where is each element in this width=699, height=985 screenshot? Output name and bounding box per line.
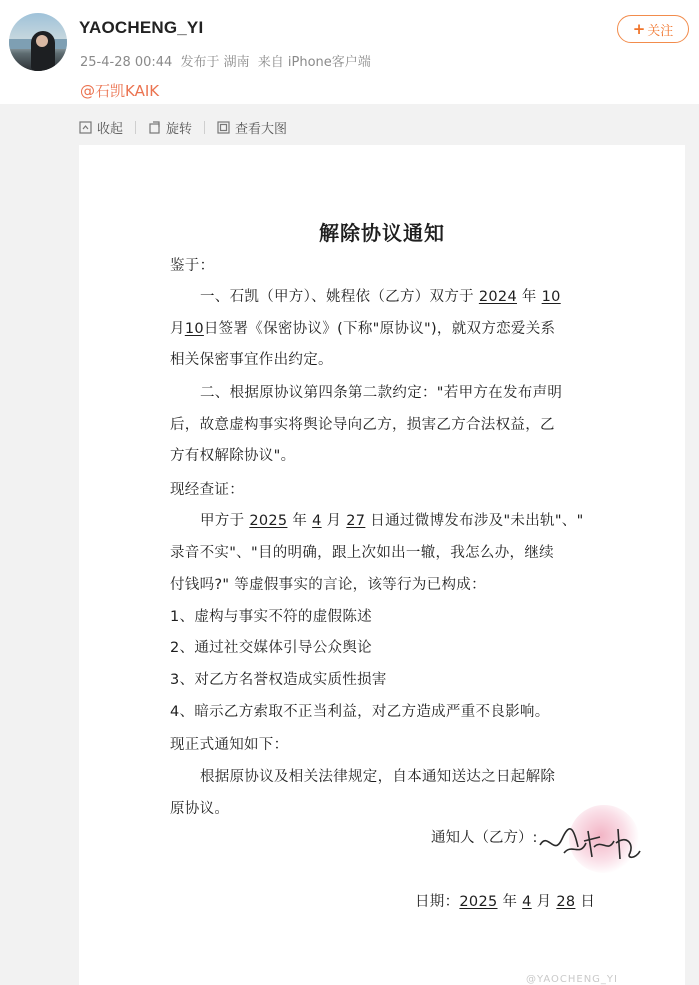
paragraph-2-line-1: 二、根据原协议第四条第二款约定："若甲方在发布声明 xyxy=(200,385,563,401)
view-large-icon xyxy=(217,121,230,134)
list-item-4: 4、暗示乙方索取不正当利益，对乙方造成严重不良影响。 xyxy=(170,704,550,720)
paragraph-3-line-2: 录音不实"、"目的明确，跟上次如出一辙，我怎么办，继续 xyxy=(170,545,554,561)
paragraph-4-line-2: 原协议。 xyxy=(170,801,230,817)
paragraph-2-line-3: 方有权解除协议"。 xyxy=(170,448,296,464)
collapse-label: 收起 xyxy=(97,121,124,137)
paragraph-3-line-1: 甲方于 2025 年 4 月 27 日通过微博发布涉及"未出轨"、" xyxy=(200,513,584,529)
document-date: 日期：2025 年 4 月 28 日 xyxy=(415,894,596,910)
paragraph-3-line-3: 付钱吗?" 等虚假事实的言论，该等行为已构成： xyxy=(170,577,486,593)
salutation: 鉴于： xyxy=(170,258,215,274)
follow-label: 关注 xyxy=(647,23,674,39)
view-large-label: 查看大图 xyxy=(235,121,288,137)
paragraph-1-line-2: 月10日签署《保密协议》(下称"原协议")，就双方恋爱关系 xyxy=(170,321,556,337)
collapse-icon xyxy=(79,121,92,134)
list-item-2: 2、通过社交媒体引导公众舆论 xyxy=(170,640,372,656)
plus-icon: + xyxy=(632,20,646,38)
handwritten-signature xyxy=(534,813,644,873)
username[interactable]: YAOCHENG_YI xyxy=(79,18,204,37)
rotate-label: 旋转 xyxy=(166,121,193,137)
rotate-button[interactable] xyxy=(148,118,192,137)
paragraph-1-line-1: 一、石凯（甲方）、姚程依（乙方）双方于 2024 年 10 xyxy=(200,289,561,305)
follow-button[interactable] xyxy=(617,15,689,43)
mention-link[interactable]: @石凯KAIK xyxy=(80,82,160,100)
paragraph-1-line-3: 相关保密事宜作出约定。 xyxy=(170,352,333,368)
toolbar-divider xyxy=(204,121,205,134)
document-image[interactable] xyxy=(79,145,685,985)
post-source: 来自 iPhone客户端 xyxy=(257,55,371,70)
notice-heading: 现正式通知如下： xyxy=(170,737,289,753)
avatar[interactable] xyxy=(9,13,67,71)
post-header xyxy=(0,0,699,104)
paragraph-2-line-2: 后，故意虚构事实将舆论导向乙方，损害乙方合法权益，乙 xyxy=(170,417,555,433)
post-date[interactable]: 25-4-28 00:44 xyxy=(80,55,173,70)
post-location: 发布于 湖南 xyxy=(180,55,250,70)
paragraph-4-line-1: 根据原协议及相关法律规定，自本通知送达之日起解除 xyxy=(200,769,556,785)
view-large-button[interactable] xyxy=(217,118,287,137)
list-item-1: 1、虚构与事实不符的虚假陈述 xyxy=(170,609,372,625)
collapse-button[interactable] xyxy=(79,118,123,137)
document-title: 解除协议通知 xyxy=(319,221,445,245)
rotate-icon xyxy=(148,121,161,134)
signer-label: 通知人（乙方）: xyxy=(431,830,538,846)
verified-heading: 现经查证： xyxy=(170,482,244,498)
list-item-3: 3、对乙方名誉权造成实质性损害 xyxy=(170,672,387,688)
post-meta xyxy=(80,51,375,70)
image-toolbar xyxy=(79,117,287,137)
toolbar-divider xyxy=(135,121,136,134)
watermark: @YAOCHENG_YI xyxy=(526,974,618,985)
